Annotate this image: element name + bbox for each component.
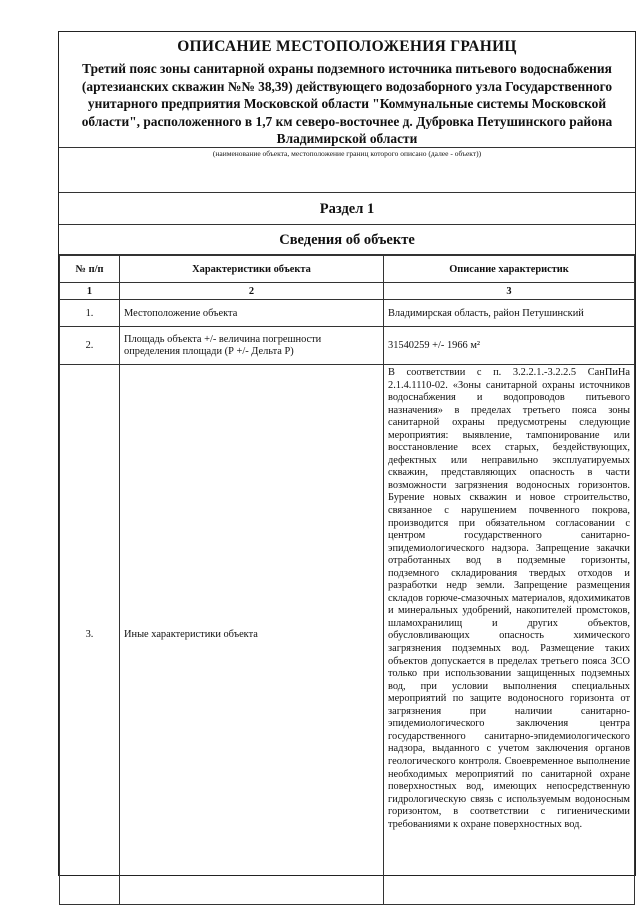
column-header-characteristic: Характеристики объекта bbox=[120, 256, 384, 283]
note-block bbox=[59, 148, 635, 193]
object-info-table bbox=[59, 255, 635, 905]
column-number: 1 bbox=[60, 283, 120, 300]
table-header-row bbox=[60, 256, 635, 283]
column-number: 3 bbox=[384, 283, 635, 300]
row-number: 3. bbox=[60, 365, 120, 905]
table-row bbox=[60, 365, 635, 905]
document-frame bbox=[58, 31, 636, 876]
section-title: Раздел 1 bbox=[319, 201, 375, 217]
row-description: В соответствии с п. 3.2.2.1.-3.2.2.5 СанПиНа 2.1.4.1110-02. «Зоны санитарной охраны источников водоснабжения и водопроводов питьевого назначения» в пределах третьего пояса зоны санитарной охраны предусмотрены следующие мероприятия: выявление, тампонирование или восстановление всех старых, бездействующих, дефектных или неправильно эксплуатируемых скважин, представляющих опасность в части возможности загрязнения водоносных горизонтов. Бурение новых скважин и новое строительство, связанное с нарушением почвенного покрова, производится при обязательном согласовании с центром государственного санитарно-эпидемиологического надзора. Запрещение закачки отработанных вод в подземные горизонты, подземного складирования твердых отходов и разработки недр земли. Запрещение размещения складов горюче-смазочных материалов, ядохимикатов и минеральных удобрений, накопителей промстоков, шламохранилищ и других объектов, обусловливающих опасность химического загрязнения подземных вод. Размещение таких объектов допускается в пределах третьего пояса ЗСО только при использовании защищенных подземных вод, при условии выполнения специальных мероприятий по защите водоносного горизонта от загрязнения при наличии санитарно-эпидемиологического заключения центра государственного санитарно-эпидемиологического надзора, выданного с учетом заключения органов геологического контроля. Своевременное выполнение необходимых мероприятий по санитарной охране поверхностных вод, имеющих непосредственную гидрологическую связь с используемым водоносным горизонтом, в соответствии с гигиеническими требованиями к охране поверхностных вод. bbox=[384, 365, 635, 905]
table-row bbox=[60, 327, 635, 365]
row-number: 2. bbox=[60, 327, 120, 365]
column-number-row bbox=[60, 283, 635, 300]
document-title: ОПИСАНИЕ МЕСТОПОЛОЖЕНИЯ ГРАНИЦ bbox=[177, 38, 517, 55]
info-title: Сведения об объекте bbox=[279, 232, 415, 248]
row-description: 31540259 +/- 1966 м² bbox=[384, 327, 635, 365]
row-description: Владимирская область, район Петушинский bbox=[384, 300, 635, 327]
column-number: 2 bbox=[120, 283, 384, 300]
column-header-num: № п/п bbox=[60, 256, 120, 283]
row-characteristic bbox=[120, 327, 384, 365]
row-number: 1. bbox=[60, 300, 120, 327]
info-header bbox=[59, 225, 635, 255]
column-header-description: Описание характеристик bbox=[384, 256, 635, 283]
row-characteristic: Местоположение объекта bbox=[120, 300, 384, 327]
title-block bbox=[59, 32, 635, 148]
row-characteristic-text: Площадь объекта +/- величина погрешности определения площади (Р +/- Дельта Р) bbox=[124, 333, 322, 357]
row-characteristic: Иные характеристики объекта bbox=[120, 365, 384, 905]
section-header bbox=[59, 193, 635, 225]
document-subtitle: Третий пояс зоны санитарной охраны подземного источника питьевого водоснабжения (артезианских скважин №№ 38,39) действующего водозаборного узла Государственного унитарного предприятия Московской области "Коммунальные системы Московской области", расположенного в 1,7 км северо-восточнее д. Дубровка Петушинского района Владимирской области bbox=[81, 61, 613, 146]
object-note: (наименование объекта, местоположение границ которого описано (далее - объект)) bbox=[212, 149, 482, 158]
table-row bbox=[60, 300, 635, 327]
